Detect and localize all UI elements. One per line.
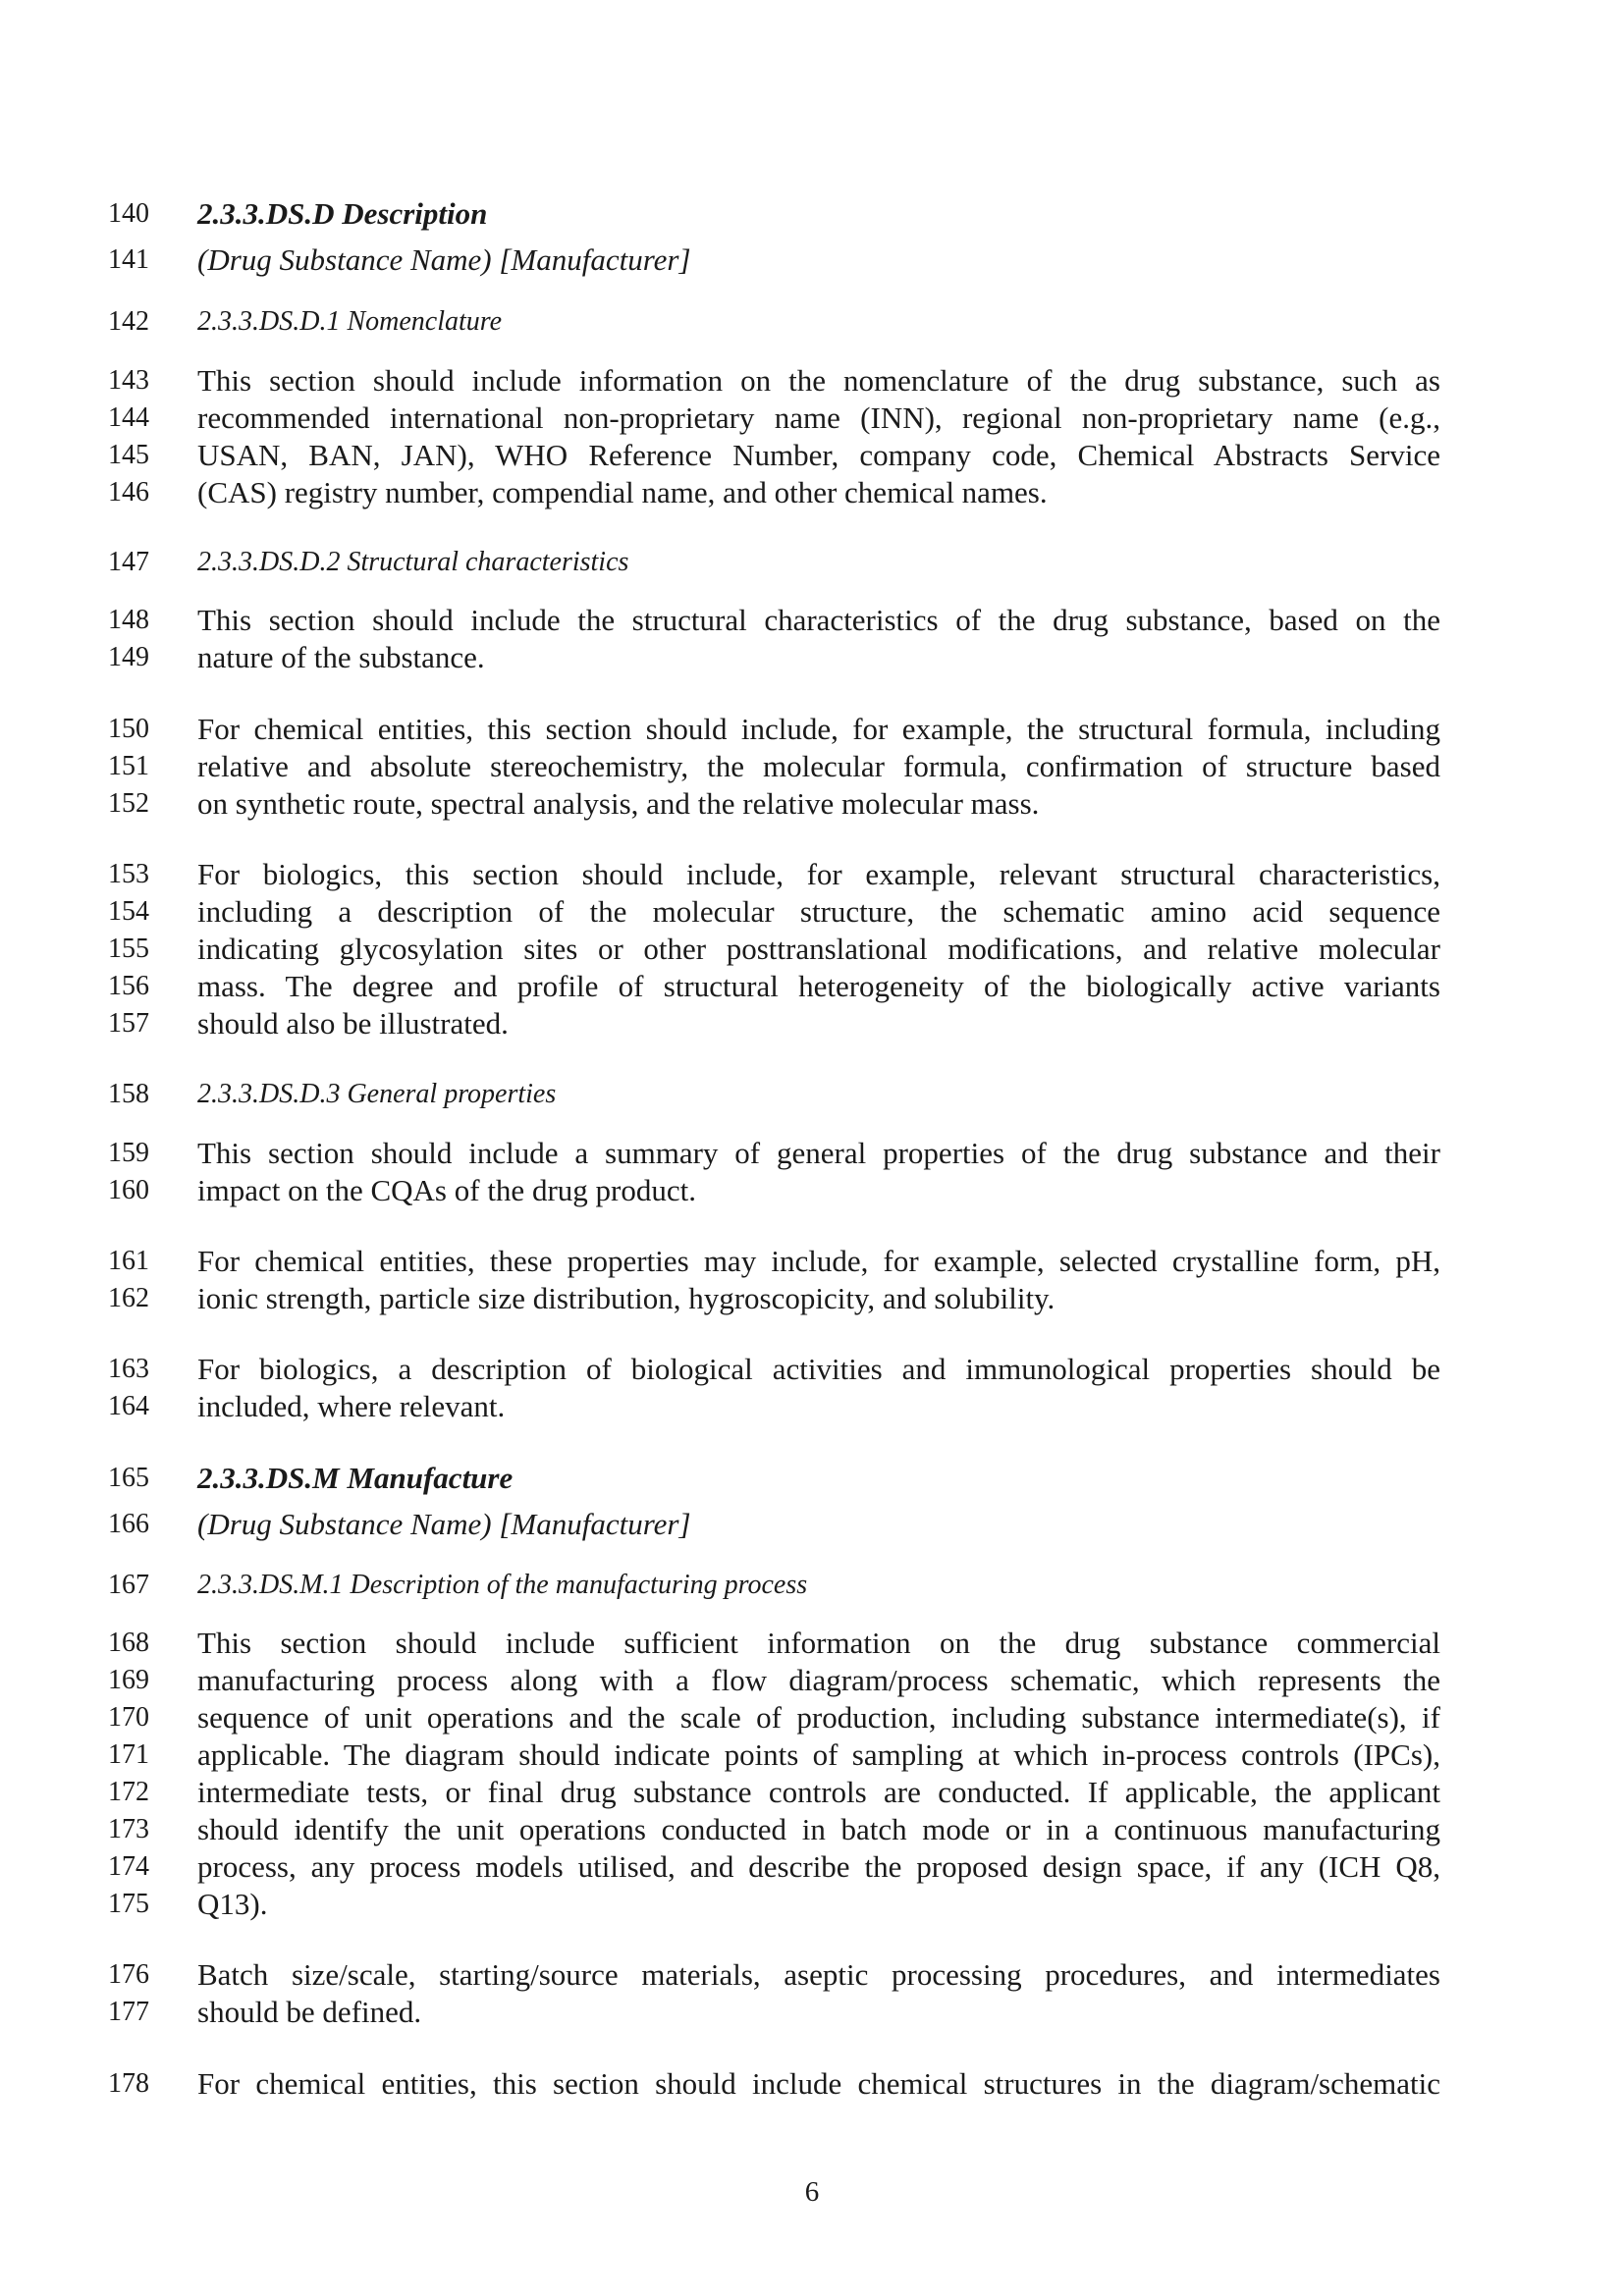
doc-line (0, 856, 1624, 893)
paragraph-line: recommended international non-proprietary name (INN), regional non-proprietary name (e.g., (197, 400, 1440, 435)
line-number: 142 (108, 306, 149, 337)
paragraph-line: ionic strength, particle size distribution, hygroscopicity, and solubility. (197, 1281, 1056, 1315)
page-number: 6 (804, 2176, 820, 2208)
paragraph-line: manufacturing process along with a flow diagram/process schematic, which represents the (197, 1663, 1440, 1697)
paragraph-line: For chemical entities, this section should include chemical structures in the diagram/schematic (197, 2066, 1440, 2101)
paragraph-line: This section should include information on the nomenclature of the drug substance, such as (197, 363, 1440, 398)
section-heading: 2.3.3.DS.D Description (197, 196, 488, 231)
line-number: 154 (108, 896, 149, 927)
doc-line (0, 195, 1624, 233)
doc-line (0, 1774, 1624, 1811)
line-number: 169 (108, 1665, 149, 1695)
doc-line (0, 1956, 1624, 1994)
doc-line (0, 400, 1624, 437)
paragraph-line: (CAS) registry number, compendial name, and other chemical names. (197, 475, 1048, 509)
line-number: 149 (108, 642, 149, 672)
doc-line (0, 785, 1624, 823)
line-number: 151 (108, 751, 149, 781)
line-number: 146 (108, 477, 149, 507)
paragraph-line: This section should include a summary of general properties of the drug substance and their (197, 1136, 1440, 1170)
line-number: 175 (108, 1889, 149, 1919)
paragraph-line: relative and absolute stereochemistry, the molecular formula, confirmation of structure based (197, 749, 1440, 783)
doc-line (0, 711, 1624, 748)
section-subtitle: (Drug Substance Name) [Manufacturer] (197, 242, 691, 277)
line-number: 171 (108, 1739, 149, 1770)
line-number: 167 (108, 1570, 149, 1600)
line-number: 145 (108, 440, 149, 470)
line-number: 141 (108, 244, 149, 275)
doc-line (0, 1662, 1624, 1699)
doc-line (0, 1005, 1624, 1042)
doc-line (0, 437, 1624, 474)
line-number: 147 (108, 547, 149, 577)
paragraph-line: For biologics, this section should include, for example, relevant structural characteristics, (197, 857, 1440, 891)
subsection-heading: 2.3.3.DS.D.2 Structural characteristics (197, 547, 629, 577)
section-heading: 2.3.3.DS.M Manufacture (197, 1461, 514, 1495)
paragraph-line: including a description of the molecular structure, the schematic amino acid sequence (197, 894, 1440, 929)
paragraph-line: nature of the substance. (197, 640, 485, 674)
line-number: 164 (108, 1391, 149, 1421)
doc-line (0, 241, 1624, 279)
line-number: 140 (108, 198, 149, 229)
line-number: 174 (108, 1851, 149, 1882)
line-number: 172 (108, 1777, 149, 1807)
doc-line (0, 1567, 1624, 1604)
doc-line (0, 1460, 1624, 1497)
doc-line (0, 931, 1624, 968)
line-number: 155 (108, 934, 149, 964)
paragraph-line: impact on the CQAs of the drug product. (197, 1173, 696, 1207)
doc-line (0, 1076, 1624, 1113)
line-number: 161 (108, 1246, 149, 1276)
doc-line (0, 968, 1624, 1005)
paragraph-line: indicating glycosylation sites or other posttranslational modifications, and relative molecular (197, 932, 1440, 966)
paragraph-line: Batch size/scale, starting/source materials, aseptic processing procedures, and intermediates (197, 1957, 1440, 1992)
subsection-heading: 2.3.3.DS.M.1 Description of the manufacturing process (197, 1570, 808, 1600)
line-number: 160 (108, 1175, 149, 1205)
line-number: 148 (108, 605, 149, 635)
doc-line (0, 1135, 1624, 1172)
paragraph-line: For biologics, a description of biological activities and immunological properties should be (197, 1352, 1440, 1386)
doc-line (0, 1243, 1624, 1280)
line-number: 153 (108, 859, 149, 889)
doc-line (0, 1625, 1624, 1662)
section-subtitle: (Drug Substance Name) [Manufacturer] (197, 1507, 691, 1541)
line-number: 178 (108, 2068, 149, 2099)
doc-line (0, 1506, 1624, 1543)
line-number: 168 (108, 1628, 149, 1658)
subsection-heading: 2.3.3.DS.D.3 General properties (197, 1079, 557, 1109)
paragraph-line: This section should include the structural characteristics of the drug substance, based on the (197, 603, 1440, 637)
line-number: 144 (108, 402, 149, 433)
doc-line (0, 303, 1624, 341)
line-number: 163 (108, 1354, 149, 1384)
doc-line (0, 1811, 1624, 1848)
line-number: 165 (108, 1463, 149, 1493)
line-number: 143 (108, 365, 149, 396)
doc-line (0, 748, 1624, 785)
paragraph-line: This section should include sufficient information on the drug substance commercial (197, 1626, 1440, 1660)
doc-line (0, 1699, 1624, 1736)
paragraph-line: should also be illustrated. (197, 1006, 509, 1041)
paragraph-line: should identify the unit operations conducted in batch mode or in a continuous manufacturing (197, 1812, 1440, 1846)
paragraph-line: For chemical entities, these properties may include, for example, selected crystalline form, pH, (197, 1244, 1440, 1278)
doc-line (0, 1886, 1624, 1923)
doc-line (0, 544, 1624, 581)
doc-line (0, 1736, 1624, 1774)
line-number: 177 (108, 1997, 149, 2027)
paragraph-line: mass. The degree and profile of structural heterogeneity of the biologically active variants (197, 969, 1440, 1003)
doc-line (0, 893, 1624, 931)
line-number: 150 (108, 714, 149, 744)
line-number: 173 (108, 1814, 149, 1844)
doc-line (0, 1994, 1624, 2031)
line-number: 156 (108, 971, 149, 1001)
line-number: 152 (108, 788, 149, 819)
line-number: 159 (108, 1138, 149, 1168)
doc-line (0, 1388, 1624, 1425)
paragraph-line: on synthetic route, spectral analysis, and the relative molecular mass. (197, 786, 1040, 821)
doc-line (0, 362, 1624, 400)
doc-line (0, 1351, 1624, 1388)
paragraph-line: should be defined. (197, 1995, 422, 2029)
paragraph-line: process, any process models utilised, and describe the proposed design space, if any (ICH Q8, (197, 1849, 1440, 1884)
paragraph-line: applicable. The diagram should indicate points of sampling at which in-process controls (IPCs), (197, 1737, 1440, 1772)
line-number: 162 (108, 1283, 149, 1313)
doc-line (0, 602, 1624, 639)
line-number: 176 (108, 1959, 149, 1990)
paragraph-line: included, where relevant. (197, 1389, 506, 1423)
subsection-heading: 2.3.3.DS.D.1 Nomenclature (197, 306, 503, 337)
doc-line (0, 2065, 1624, 2103)
doc-line (0, 639, 1624, 676)
line-number: 170 (108, 1702, 149, 1733)
line-number: 157 (108, 1008, 149, 1039)
line-number: 158 (108, 1079, 149, 1109)
doc-line (0, 1172, 1624, 1209)
paragraph-line: USAN, BAN, JAN), WHO Reference Number, company code, Chemical Abstracts Service (197, 438, 1440, 472)
paragraph-line: For chemical entities, this section should include, for example, the structural formula, including (197, 712, 1440, 746)
paragraph-line: intermediate tests, or final drug substance controls are conducted. If applicable, the applicant (197, 1775, 1440, 1809)
line-number: 166 (108, 1509, 149, 1539)
doc-line (0, 1280, 1624, 1317)
doc-line (0, 1848, 1624, 1886)
paragraph-line: Q13). (197, 1887, 268, 1921)
paragraph-line: sequence of unit operations and the scale of production, including substance intermediate(s), if (197, 1700, 1440, 1735)
doc-line (0, 474, 1624, 511)
